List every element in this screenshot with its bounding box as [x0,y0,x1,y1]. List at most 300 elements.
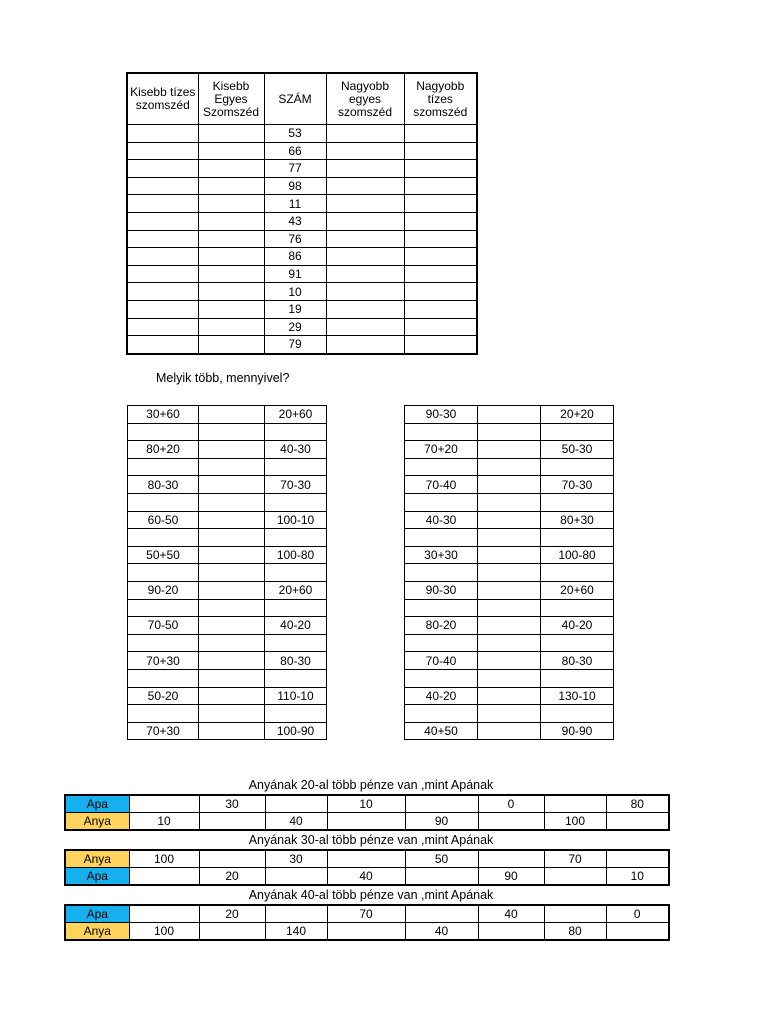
neighbors-row [127,177,477,195]
number-cell: 10 [264,283,326,301]
answer-cell[interactable] [404,212,477,230]
answer-cell[interactable] [404,195,477,213]
answer-cell[interactable] [327,923,405,941]
answer-row [128,423,327,441]
amount-cell: 140 [265,923,327,941]
expression-left: 40+50 [405,722,478,740]
answer-cell[interactable] [327,850,405,868]
answer-cell[interactable] [127,177,198,195]
expression-left: 40-30 [405,511,478,529]
compare-table-right [404,405,614,740]
compare-row [405,441,614,459]
header-smaller-tens: Kisebb tízes szomszéd [127,73,198,125]
answer-cell[interactable] [326,195,404,213]
neighbors-row [127,160,477,178]
answer-cell[interactable] [265,599,327,617]
answer-row [128,634,327,652]
answer-cell[interactable] [405,868,478,886]
answer-cell[interactable] [127,336,198,354]
person-label: Apa [65,795,129,813]
neighbors-row [127,142,477,160]
answer-cell[interactable] [127,248,198,266]
answer-cell[interactable] [478,458,541,476]
amount-cell: 90 [478,868,544,886]
answer-row [128,599,327,617]
answer-row [405,529,614,547]
answer-cell[interactable] [404,248,477,266]
compare-row [405,687,614,705]
answer-row [405,458,614,476]
expression-left: 30+60 [128,406,199,424]
answer-cell[interactable] [404,300,477,318]
amount-cell: 30 [265,850,327,868]
answer-cell[interactable] [478,564,541,582]
answer-cell[interactable] [478,529,541,547]
answer-cell[interactable] [404,160,477,178]
compare-row [128,546,327,564]
answer-cell[interactable] [478,687,541,705]
answer-cell[interactable] [405,905,478,923]
amount-cell: 100 [129,923,199,941]
compare-row [128,406,327,424]
answer-cell[interactable] [199,546,265,564]
answer-cell[interactable] [404,230,477,248]
answer-cell[interactable] [405,599,478,617]
answer-cell[interactable] [478,511,541,529]
answer-cell[interactable] [198,195,264,213]
answer-cell[interactable] [198,212,264,230]
answer-cell[interactable] [478,581,541,599]
amount-cell: 100 [544,813,606,831]
answer-cell[interactable] [405,458,478,476]
amount-cell: 80 [606,795,669,813]
answer-row [128,669,327,687]
money-row [65,868,669,886]
answer-cell[interactable] [405,634,478,652]
expression-left: 60-50 [128,511,199,529]
answer-cell[interactable] [199,722,265,740]
answer-cell[interactable] [405,493,478,511]
number-cell: 66 [264,142,326,160]
compare-row [128,581,327,599]
answer-cell[interactable] [198,336,264,354]
answer-cell[interactable] [128,564,199,582]
compare-row [405,511,614,529]
answer-cell[interactable] [404,142,477,160]
answer-cell[interactable] [265,634,327,652]
answer-cell[interactable] [198,177,264,195]
money-table [64,849,670,886]
answer-cell[interactable] [326,318,404,336]
number-cell: 53 [264,125,326,143]
answer-cell[interactable] [129,795,199,813]
amount-cell: 40 [265,813,327,831]
answer-cell[interactable] [404,125,477,143]
answer-cell[interactable] [326,283,404,301]
compare-row [128,722,327,740]
answer-cell[interactable] [199,441,265,459]
answer-cell[interactable] [478,617,541,635]
answer-cell[interactable] [199,476,265,494]
amount-cell: 70 [544,850,606,868]
answer-cell[interactable] [478,705,541,723]
answer-cell[interactable] [199,458,265,476]
answer-cell[interactable] [265,529,327,547]
answer-cell[interactable] [199,529,265,547]
answer-cell[interactable] [326,142,404,160]
number-cell: 77 [264,160,326,178]
compare-row [405,722,614,740]
answer-cell[interactable] [405,564,478,582]
person-label: Anya [65,923,129,941]
expression-right: 50-30 [541,441,614,459]
answer-cell[interactable] [199,564,265,582]
answer-cell[interactable] [128,669,199,687]
expression-left: 80-20 [405,617,478,635]
compare-row [405,406,614,424]
answer-cell[interactable] [478,923,544,941]
answer-cell[interactable] [478,406,541,424]
answer-row [405,493,614,511]
answer-cell[interactable] [327,813,405,831]
money-table [64,904,670,941]
expression-right: 20+20 [541,406,614,424]
answer-cell[interactable] [199,406,265,424]
answer-row [128,564,327,582]
answer-cell[interactable] [478,634,541,652]
answer-cell[interactable] [541,599,614,617]
answer-cell[interactable] [265,493,327,511]
expression-right: 110-10 [265,687,327,705]
answer-cell[interactable] [127,283,198,301]
answer-cell[interactable] [127,160,198,178]
number-cell: 86 [264,248,326,266]
compare-row [405,476,614,494]
expression-right: 100-80 [541,546,614,564]
compare-row [128,617,327,635]
neighbors-row [127,300,477,318]
neighbors-row [127,248,477,266]
compare-row [128,511,327,529]
compare-table-left [127,405,327,740]
answer-cell[interactable] [198,160,264,178]
amount-cell: 0 [606,905,669,923]
answer-cell[interactable] [478,441,541,459]
amount-cell: 70 [327,905,405,923]
answer-cell[interactable] [127,212,198,230]
neighbors-table [126,72,478,355]
amount-cell: 10 [129,813,199,831]
answer-cell[interactable] [405,529,478,547]
neighbors-header-row [127,73,477,125]
money-caption: Anyának 20-al több pénze van ,mint Apának [248,778,494,792]
answer-cell[interactable] [326,265,404,283]
money-table [64,794,670,831]
answer-cell[interactable] [199,705,265,723]
answer-cell[interactable] [541,564,614,582]
answer-cell[interactable] [606,850,669,868]
money-row [65,905,669,923]
answer-cell[interactable] [199,581,265,599]
answer-cell[interactable] [326,212,404,230]
answer-cell[interactable] [199,813,265,831]
amount-cell: 100 [129,850,199,868]
answer-cell[interactable] [127,230,198,248]
answer-cell[interactable] [404,283,477,301]
number-cell: 76 [264,230,326,248]
expression-left: 70-40 [405,652,478,670]
answer-cell[interactable] [128,705,199,723]
header-smaller-ones: Kisebb Egyes Szomszéd [198,73,264,125]
expression-left: 50+50 [128,546,199,564]
answer-cell[interactable] [265,868,327,886]
number-cell: 19 [264,300,326,318]
expression-right: 20+60 [265,581,327,599]
answer-cell[interactable] [127,318,198,336]
amount-cell: 30 [199,795,265,813]
answer-cell[interactable] [199,923,265,941]
expression-right: 100-10 [265,511,327,529]
answer-cell[interactable] [198,283,264,301]
compare-row [405,581,614,599]
answer-cell[interactable] [199,634,265,652]
compare-row [405,546,614,564]
answer-cell[interactable] [199,599,265,617]
answer-cell[interactable] [198,142,264,160]
answer-cell[interactable] [127,142,198,160]
answer-cell[interactable] [326,300,404,318]
expression-left: 70+20 [405,441,478,459]
answer-cell[interactable] [198,248,264,266]
money-row [65,923,669,941]
money-caption: Anyának 40-al több pénze van ,mint Apának [248,888,494,902]
answer-cell[interactable] [199,652,265,670]
expression-right: 70-30 [265,476,327,494]
answer-cell[interactable] [199,493,265,511]
answer-row [405,599,614,617]
answer-cell[interactable] [478,669,541,687]
expression-left: 70+30 [128,652,199,670]
neighbors-row [127,230,477,248]
expression-right: 40-20 [541,617,614,635]
answer-row [128,529,327,547]
question-text: Melyik több, mennyivel? [156,371,290,385]
answer-cell[interactable] [478,652,541,670]
answer-cell[interactable] [128,423,199,441]
amount-cell: 80 [544,923,606,941]
answer-cell[interactable] [127,125,198,143]
number-cell: 79 [264,336,326,354]
answer-cell[interactable] [326,336,404,354]
answer-cell[interactable] [478,813,544,831]
expression-left: 90-30 [405,406,478,424]
answer-cell[interactable] [326,177,404,195]
answer-cell[interactable] [198,265,264,283]
answer-cell[interactable] [265,905,327,923]
expression-right: 90-90 [541,722,614,740]
amount-cell: 40 [405,923,478,941]
expression-left: 50-20 [128,687,199,705]
number-cell: 98 [264,177,326,195]
amount-cell: 10 [327,795,405,813]
answer-cell[interactable] [541,529,614,547]
compare-row [405,617,614,635]
answer-cell[interactable] [478,423,541,441]
answer-cell[interactable] [541,493,614,511]
answer-row [405,634,614,652]
answer-cell[interactable] [128,634,199,652]
answer-cell[interactable] [606,923,669,941]
compare-row [128,687,327,705]
answer-cell[interactable] [544,868,606,886]
expression-right: 100-90 [265,722,327,740]
compare-row [128,441,327,459]
answer-cell[interactable] [198,230,264,248]
answer-cell[interactable] [606,813,669,831]
neighbors-row [127,283,477,301]
number-cell: 11 [264,195,326,213]
number-cell: 29 [264,318,326,336]
header-larger-tens: Nagyobb tízes szomszéd [404,73,477,125]
answer-cell[interactable] [127,195,198,213]
money-row [65,795,669,813]
answer-cell[interactable] [478,476,541,494]
answer-cell[interactable] [265,458,327,476]
neighbors-row [127,336,477,354]
answer-cell[interactable] [544,905,606,923]
compare-row [128,476,327,494]
answer-cell[interactable] [127,300,198,318]
answer-cell[interactable] [405,669,478,687]
amount-cell: 90 [405,813,478,831]
header-number: SZÁM [264,73,326,125]
answer-cell[interactable] [198,125,264,143]
answer-cell[interactable] [129,905,199,923]
answer-cell[interactable] [405,795,478,813]
answer-cell[interactable] [198,300,264,318]
person-label: Apa [65,905,129,923]
answer-cell[interactable] [478,599,541,617]
expression-right: 20+60 [541,581,614,599]
answer-cell[interactable] [265,795,327,813]
expression-left: 70-40 [405,476,478,494]
answer-cell[interactable] [478,722,541,740]
answer-cell[interactable] [541,458,614,476]
answer-cell[interactable] [199,669,265,687]
answer-cell[interactable] [128,599,199,617]
answer-cell[interactable] [198,318,264,336]
number-cell: 91 [264,265,326,283]
expression-right: 80-30 [265,652,327,670]
expression-right: 130-10 [541,687,614,705]
expression-left: 70-50 [128,617,199,635]
answer-cell[interactable] [265,705,327,723]
compare-row [128,652,327,670]
answer-cell[interactable] [265,423,327,441]
expression-left: 30+30 [405,546,478,564]
money-caption: Anyának 30-al több pénze van ,mint Apának [248,833,494,847]
expression-left: 70+30 [128,722,199,740]
answer-row [128,458,327,476]
answer-row [405,423,614,441]
answer-row [128,493,327,511]
answer-cell[interactable] [128,458,199,476]
answer-cell[interactable] [404,336,477,354]
answer-cell[interactable] [541,634,614,652]
answer-cell[interactable] [541,705,614,723]
answer-cell[interactable] [199,687,265,705]
compare-row [405,652,614,670]
answer-cell[interactable] [129,868,199,886]
amount-cell: 40 [327,868,405,886]
amount-cell: 20 [199,905,265,923]
answer-cell[interactable] [478,493,541,511]
answer-cell[interactable] [199,423,265,441]
expression-right: 80-30 [541,652,614,670]
amount-cell: 20 [199,868,265,886]
expression-left: 90-20 [128,581,199,599]
amount-cell: 40 [478,905,544,923]
answer-cell[interactable] [404,177,477,195]
answer-cell[interactable] [127,265,198,283]
answer-cell[interactable] [128,529,199,547]
answer-cell[interactable] [128,493,199,511]
answer-cell[interactable] [405,705,478,723]
person-label: Anya [65,813,129,831]
answer-cell[interactable] [199,850,265,868]
answer-row [128,705,327,723]
answer-cell[interactable] [404,318,477,336]
expression-right: 40-30 [265,441,327,459]
money-row [65,850,669,868]
amount-cell: 50 [405,850,478,868]
amount-cell: 0 [478,795,544,813]
answer-cell[interactable] [199,617,265,635]
neighbors-row [127,212,477,230]
expression-right: 40-20 [265,617,327,635]
answer-cell[interactable] [326,248,404,266]
answer-cell[interactable] [199,511,265,529]
answer-cell[interactable] [478,850,544,868]
answer-cell[interactable] [265,564,327,582]
money-row [65,813,669,831]
answer-cell[interactable] [326,125,404,143]
number-cell: 43 [264,212,326,230]
expression-right: 20+60 [265,406,327,424]
person-label: Apa [65,868,129,886]
person-label: Anya [65,850,129,868]
expression-left: 80-30 [128,476,199,494]
answer-cell[interactable] [265,669,327,687]
answer-cell[interactable] [541,423,614,441]
neighbors-row [127,125,477,143]
expression-left: 90-30 [405,581,478,599]
answer-row [405,705,614,723]
answer-cell[interactable] [326,230,404,248]
answer-cell[interactable] [405,423,478,441]
answer-cell[interactable] [544,795,606,813]
neighbors-row [127,265,477,283]
answer-row [405,564,614,582]
expression-right: 100-80 [265,546,327,564]
answer-cell[interactable] [478,546,541,564]
expression-right: 70-30 [541,476,614,494]
expression-right: 80+30 [541,511,614,529]
answer-cell[interactable] [404,265,477,283]
expression-left: 80+20 [128,441,199,459]
answer-cell[interactable] [326,160,404,178]
answer-cell[interactable] [541,669,614,687]
